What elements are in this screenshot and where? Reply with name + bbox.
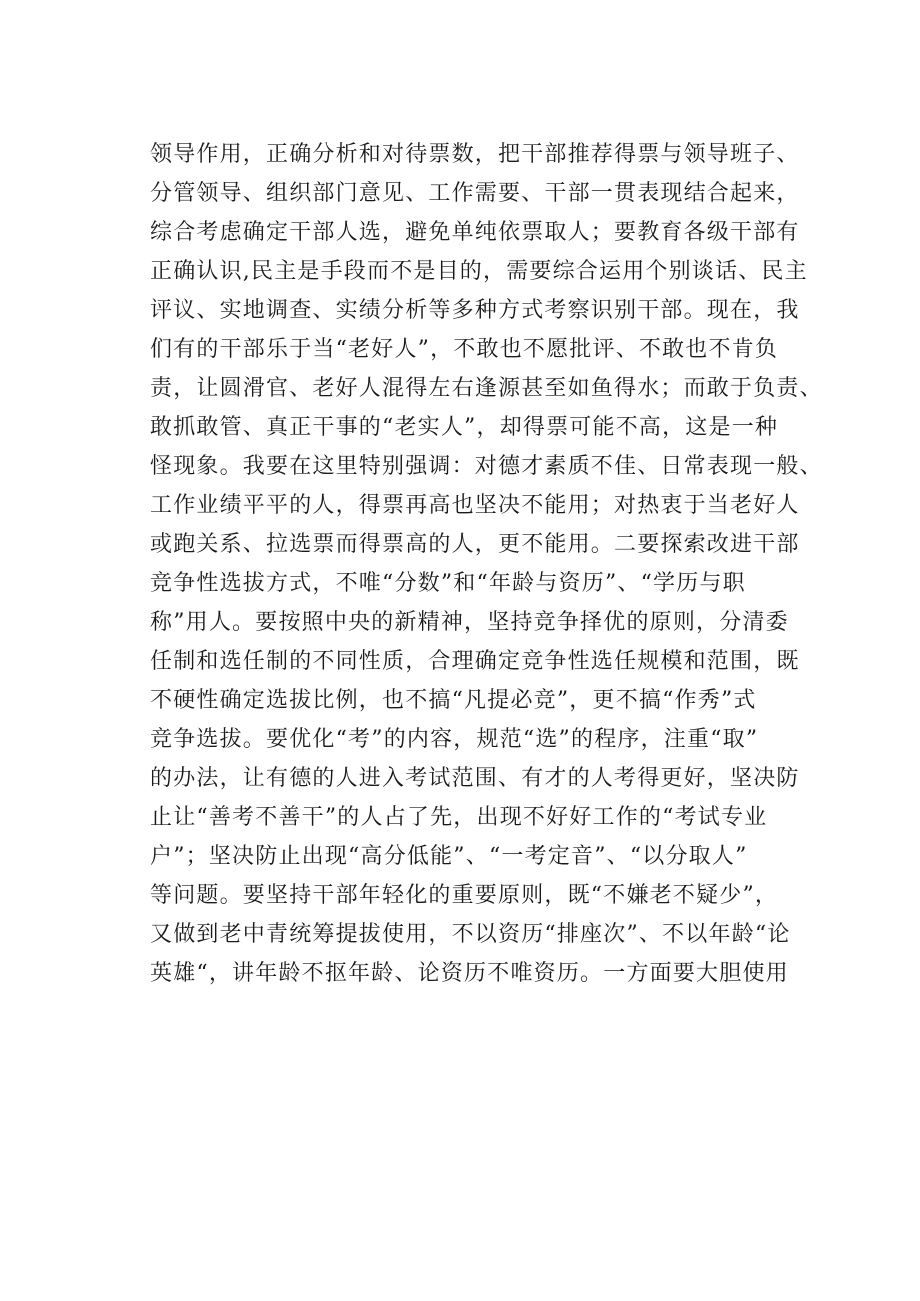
text-line: 又做到老中青统筹提拔使用，不以资历“排座次”、不以年龄“论 (150, 922, 791, 947)
text-line: 或跑关系、拉选票而得票高的人，更不能用。二要探索改进干部 (150, 532, 800, 557)
text-line: 们有的干部乐于当“老好人”，不敢也不愿批评、不敢也不肯负 (150, 337, 779, 362)
text-line: 竞争选拔。要优化“考”的内容，规范“选”的程序，注重“取” (150, 727, 759, 752)
text-line: 不硬性确定选拔比例，也不搞“凡提必竞”，更不搞“作秀”式 (150, 688, 757, 713)
body-text (150, 135, 823, 993)
text-line: 户”；坚决防止出现“高分低能”、“一考定音”、“以分取人” (150, 844, 748, 869)
text-line: 责，让圆滑官、老好人混得左右逢源甚至如鱼得水；而敢于负责、 (150, 376, 823, 401)
text-line: 综合考虑确定干部人选，避免单纯依票取人；要教育各级干部有 (150, 220, 800, 245)
text-line: 等问题。要坚持干部年轻化的重要原则，既“不嫌老不疑少”， (150, 883, 779, 908)
text-line: 英雄“，讲年龄不抠年龄、论资历不唯资历。一方面要大胆使用 (150, 961, 789, 986)
text-line: 分管领导、组织部门意见、工作需要、干部一贯表现结合起来， (150, 181, 800, 206)
text-line: 的办法，让有德的人进入考试范围、有才的人考得更好，坚决防 (150, 766, 800, 791)
text-line: 止让“善考不善干”的人占了先，出现不好好工作的“考试专业 (150, 805, 768, 830)
text-line: 敢抓敢管、真正干事的“老实人”，却得票可能不高，这是一种 (150, 415, 779, 440)
text-line: 评议、实地调查、实绩分析等多种方式考察识别干部。现在，我 (150, 298, 800, 323)
text-line: 任制和选任制的不同性质，合理确定竞争性选任规模和范围，既 (150, 649, 800, 674)
text-line: 领导作用，正确分析和对待票数，把干部推荐得票与领导班子、 (150, 142, 800, 167)
text-line: 竞争性选拔方式，不唯“分数”和“年龄与资历”、“学历与职 (150, 571, 746, 596)
text-line: 怪现象。我要在这里特别强调：对德才素质不佳、日常表现一般、 (150, 454, 823, 479)
text-line: 工作业绩平平的人，得票再高也坚决不能用；对热衷于当老好人 (150, 493, 800, 518)
text-line: 称”用人。要按照中央的新精神，坚持竞争择优的原则，分清委 (150, 610, 789, 635)
text-line: 正确认识,民主是手段而不是目的，需要综合运用个别谈话、民主 (150, 259, 808, 284)
